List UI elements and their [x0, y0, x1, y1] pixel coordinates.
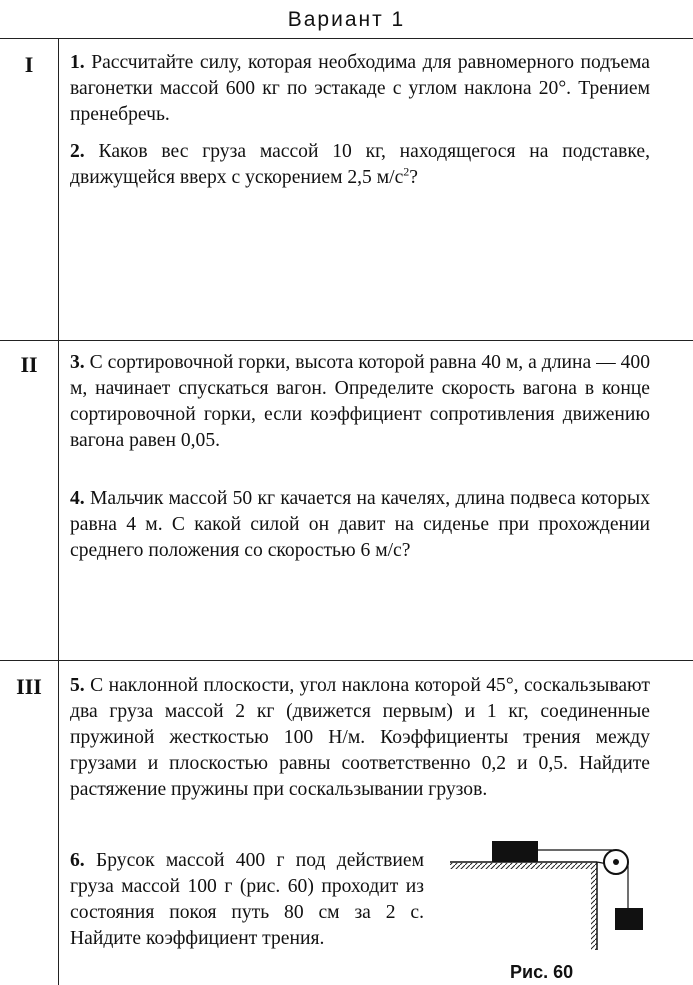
problem-1-number: 1. — [70, 52, 85, 73]
problem-1 — [70, 50, 650, 128]
problem-2-number: 2. — [70, 141, 85, 162]
problem-2 — [70, 139, 650, 191]
figure-60-block-pulley — [445, 835, 660, 955]
problem-3-text: С сортировочной горки, высота которой равна 40 м, а длина — 400 м, начинает спускаться вагон. Определите скорость вагона в конце сортировочной горки, если коэффициент сопротивления движению вагона равен 0,05. — [70, 352, 650, 451]
header-divider — [0, 38, 693, 39]
section-divider-1 — [0, 340, 693, 341]
pulley — [597, 850, 628, 874]
problem-6 — [70, 848, 424, 952]
problem-5-text: С наклонной плоскости, угол наклона которой 45°, соскальзывают два груза массой 2 кг (движется первым) и 1 кг, соединенные пружиной жесткостью 100 Н/м. Коэффициенты трения между грузами и плоскостью равны соответственно 0,2 и 0,5. Найдите растяжение пружины при соскальзывании грузов. — [70, 675, 650, 800]
figure-caption: Рис. 60 — [510, 962, 574, 982]
problem-4-number: 4. — [70, 488, 85, 509]
section-divider-2 — [0, 660, 693, 661]
section-label-3: III — [16, 674, 42, 699]
hanging-weight-100g — [615, 908, 643, 930]
problem-1-text: Рассчитайте силу, которая необходима для равномерного подъема вагонетки массой 600 кг по эстакаде с углом наклона 20°. Трением пренебречь. — [70, 52, 650, 125]
problem-4-text: Мальчик массой 50 кг качается на качелях, длина подвеса которых равна 4 м. С какой силой он давит на сиденье при прохождении среднего положения со скоростью 6 м/с? — [70, 488, 650, 561]
block-400g — [492, 841, 538, 862]
problem-4 — [70, 486, 650, 564]
section-label-1: I — [24, 52, 34, 77]
problem-6-number: 6. — [70, 849, 85, 871]
problem-5 — [70, 673, 650, 803]
table-surface — [450, 862, 597, 950]
problem-2-exponent: 2 — [403, 164, 410, 179]
variant-title: Вариант 1 — [287, 8, 406, 31]
problem-5-number: 5. — [70, 675, 85, 696]
problem-3-number: 3. — [70, 352, 85, 373]
problem-2-tail: ? — [409, 167, 418, 188]
problem-3 — [70, 350, 650, 454]
problem-2-text: Каков вес груза массой 10 кг, находящегося на подставке, движущейся вверх с ускорением 2,5 м/с — [70, 141, 650, 188]
problem-6-text: Брусок массой 400 г под действием груза массой 100 г (рис. 60) проходит из состояния покоя путь 80 см за 2 с. Найдите коэффициент трения. — [70, 849, 424, 949]
label-column-divider — [58, 38, 59, 985]
section-label-2: II — [20, 352, 38, 377]
